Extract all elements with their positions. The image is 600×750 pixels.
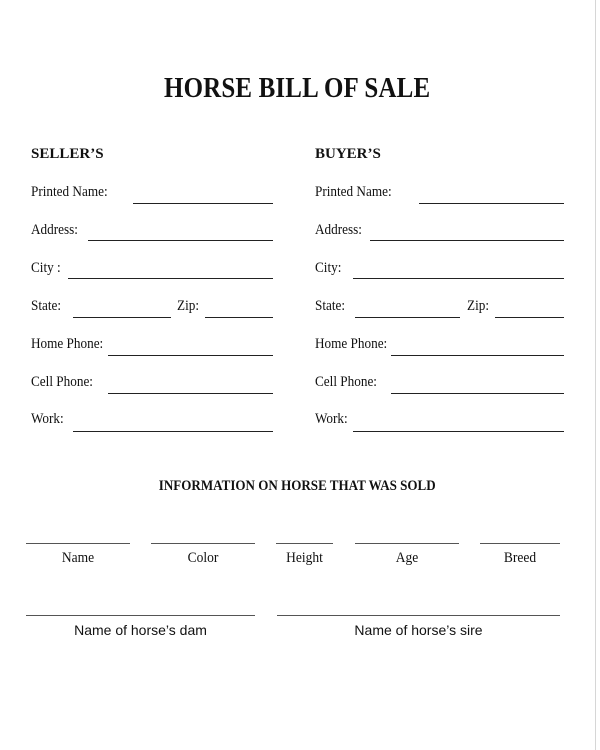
horse-info-heading: INFORMATION ON HORSE THAT WAS SOLD (158, 478, 436, 494)
horse-breed-caption: Breed (503, 550, 537, 566)
buyer-address-field[interactable] (370, 240, 564, 241)
seller-address-field[interactable] (88, 240, 273, 241)
horse-color-caption: Color (187, 550, 219, 566)
horse-breed-field[interactable] (480, 543, 560, 544)
seller-state-label: State: (31, 298, 62, 314)
horse-name-caption: Name (61, 550, 95, 566)
seller-city-field[interactable] (68, 278, 273, 279)
horse-sire-caption: Name of horse’s sire (354, 622, 483, 638)
horse-name-field[interactable] (26, 543, 130, 544)
seller-work-field[interactable] (73, 431, 273, 432)
horse-height-field[interactable] (276, 543, 333, 544)
seller-home-phone-field[interactable] (108, 355, 273, 356)
buyer-zip-field[interactable] (495, 317, 564, 318)
buyer-address-label: Address: (315, 222, 362, 238)
buyer-printed-name-label: Printed Name: (315, 184, 392, 200)
seller-zip-label: Zip: (177, 298, 199, 314)
horse-age-field[interactable] (355, 543, 459, 544)
buyer-state-label: State: (315, 298, 346, 314)
buyer-home-phone-field[interactable] (391, 355, 564, 356)
seller-heading: SELLER’S (31, 146, 104, 162)
buyer-zip-label: Zip: (467, 298, 489, 314)
seller-home-phone-label: Home Phone: (31, 336, 104, 352)
buyer-cell-phone-label: Cell Phone: (315, 374, 377, 390)
horse-height-caption: Height (286, 550, 323, 566)
seller-work-label: Work: (31, 411, 64, 427)
seller-address-label: Address: (31, 222, 78, 238)
buyer-state-field[interactable] (355, 317, 460, 318)
document-title: HORSE BILL OF SALE (164, 72, 431, 104)
buyer-heading: BUYER’S (315, 146, 381, 162)
horse-dam-field[interactable] (26, 615, 255, 616)
buyer-city-field[interactable] (353, 278, 564, 279)
buyer-cell-phone-field[interactable] (391, 393, 564, 394)
seller-cell-phone-label: Cell Phone: (31, 374, 93, 390)
horse-dam-caption: Name of horse’s dam (74, 622, 207, 638)
buyer-printed-name-field[interactable] (419, 203, 564, 204)
seller-printed-name-field[interactable] (133, 203, 273, 204)
buyer-work-field[interactable] (353, 431, 564, 432)
buyer-city-label: City: (315, 260, 342, 276)
horse-color-field[interactable] (151, 543, 255, 544)
horse-age-caption: Age (395, 550, 419, 566)
seller-cell-phone-field[interactable] (108, 393, 273, 394)
seller-city-label: City : (31, 260, 61, 276)
seller-zip-field[interactable] (205, 317, 273, 318)
buyer-work-label: Work: (315, 411, 348, 427)
seller-state-field[interactable] (73, 317, 171, 318)
seller-printed-name-label: Printed Name: (31, 184, 108, 200)
buyer-home-phone-label: Home Phone: (315, 336, 388, 352)
horse-sire-field[interactable] (277, 615, 560, 616)
